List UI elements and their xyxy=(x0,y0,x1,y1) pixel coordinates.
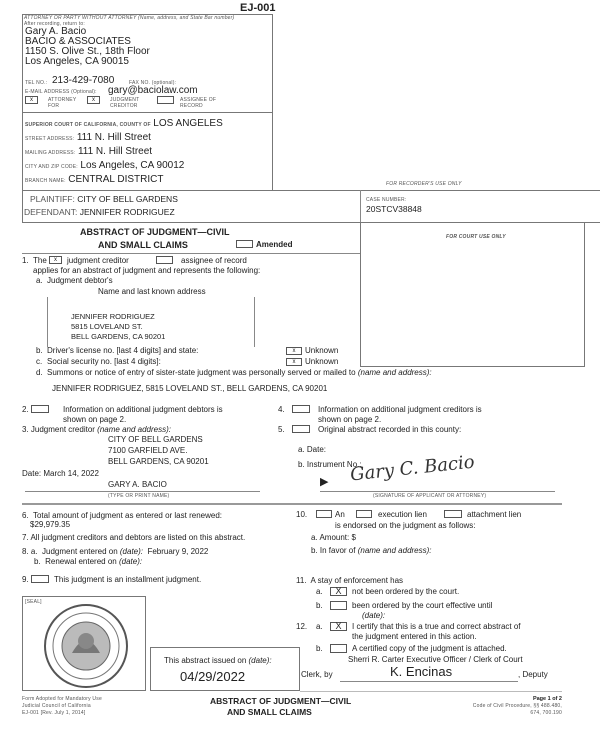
item10-num: 10. xyxy=(296,510,308,519)
item9-checkbox[interactable] xyxy=(31,575,49,583)
item8b xyxy=(34,557,142,566)
street-line xyxy=(25,132,151,143)
item5-num: 5. xyxy=(278,425,285,434)
tel-label: TEL NO.: xyxy=(25,80,48,86)
item11-a-text: not been ordered by the court. xyxy=(352,587,460,596)
city-value: Los Angeles, CA 90012 xyxy=(80,160,185,171)
defendant-label: DEFENDANT: xyxy=(24,207,78,217)
plaintiff-value: CITY OF BELL GARDENS xyxy=(77,194,178,204)
page-number: Page 1 of 2 xyxy=(532,696,562,702)
attorney-name: Gary A. Bacio xyxy=(25,26,87,37)
item7 xyxy=(22,533,245,542)
footer-title1: ABSTRACT OF JUDGMENT—CIVIL xyxy=(210,696,352,706)
clerk-deputy: , Deputy xyxy=(518,670,548,679)
issued-label xyxy=(164,656,272,665)
item2-checkbox[interactable] xyxy=(31,405,49,413)
debtor-street: 5815 LOVELAND ST. xyxy=(71,322,143,331)
issued-italic: (date): xyxy=(248,656,272,665)
item10-text: is endorsed on the judgment as follows: xyxy=(335,521,476,530)
footer-left-2: Judicial Council of California xyxy=(22,703,91,709)
item10-an: An xyxy=(335,510,345,519)
signature[interactable]: Gary C. Bacio xyxy=(349,451,476,486)
certified-copy-checkbox[interactable] xyxy=(330,644,347,653)
item5-a: a. Date: xyxy=(298,445,327,454)
email-value: gary@baciolaw.com xyxy=(108,85,198,96)
item1-c-label: Social security no. [last 4 digits]: xyxy=(47,357,161,366)
defendant-line xyxy=(24,207,175,217)
stay-ordered-checkbox[interactable] xyxy=(330,601,347,610)
court-line xyxy=(25,118,223,129)
item8-a-italic: (date): xyxy=(119,547,143,556)
footer-left-1: Form Adopted for Mandatory Use xyxy=(22,696,102,702)
court-county: LOS ANGELES xyxy=(153,118,223,129)
item11-b-text: been ordered by the court effective until xyxy=(352,601,493,610)
item1-the: The xyxy=(33,256,47,265)
item8-num: 8. xyxy=(22,547,29,556)
attorney-address2: Los Angeles, CA 90015 xyxy=(25,56,129,67)
branch-line xyxy=(25,174,163,185)
return-label: After recording, return to: xyxy=(24,21,85,27)
item1-d: d. xyxy=(36,368,43,377)
plaintiff-label: PLAINTIFF: xyxy=(30,194,75,204)
item12-a: a. xyxy=(316,622,323,631)
item1-b-label: Driver's license no. [last 4 digits] and state: xyxy=(47,346,199,355)
item10-a: a. Amount: $ xyxy=(311,533,356,542)
attorney-address1: 1150 S. Olive St., 18th Floor xyxy=(25,46,150,57)
item2-text2: shown on page 2. xyxy=(63,415,127,424)
date-line: Date: March 14, 2022 xyxy=(22,469,99,478)
clerk-line xyxy=(340,681,518,682)
ssn-unknown-label: Unknown xyxy=(305,357,339,366)
name-address-label: Name and last known address xyxy=(98,287,206,296)
execution-lien-label: execution lien xyxy=(378,510,427,519)
attorney-label: ATTORNEY OR PARTY WITHOUT ATTORNEY (Name, address, and State Bar number) xyxy=(24,15,235,21)
branch-label: BRANCH NAME: xyxy=(25,178,66,184)
item6-num: 6. xyxy=(22,511,29,520)
creditor-street: 7100 GARFIELD AVE. xyxy=(108,446,188,455)
item3-label xyxy=(22,425,171,434)
item8-a-text: Judgment entered on xyxy=(42,547,118,556)
license-unknown-checkbox[interactable]: x xyxy=(286,347,302,355)
assignee-checkbox[interactable] xyxy=(157,96,174,104)
attachment-lien-label: attachment lien xyxy=(467,510,522,519)
issued-text: This abstract issued on xyxy=(164,656,247,665)
served-party: JENNIFER RODRIGUEZ, 5815 LOVELAND ST., BELL GARDENS, CA 90201 xyxy=(52,384,328,393)
item6 xyxy=(22,511,222,520)
item11-num: 11. xyxy=(296,576,307,585)
item11-b-italic: (date): xyxy=(362,611,386,620)
item1-d-text xyxy=(47,368,432,377)
item8-b: b. xyxy=(34,557,41,566)
creditor-address xyxy=(108,434,209,467)
item1-a-label: Judgment debtor's xyxy=(47,276,113,285)
execution-lien-checkbox[interactable] xyxy=(356,510,372,518)
item12-b-text: A certified copy of the judgment is attached. xyxy=(352,644,507,653)
divider xyxy=(22,253,360,254)
item9-num: 9. xyxy=(22,575,29,584)
item1-assignee-checkbox[interactable] xyxy=(156,256,173,264)
fax-label: FAX NO. (optional): xyxy=(129,80,177,86)
item4-checkbox[interactable] xyxy=(292,405,310,413)
court-seal-icon xyxy=(42,603,130,689)
item12-a-text1: I certify that this is a true and correct abstract of xyxy=(352,622,521,631)
item1-creditor-label: judgment creditor xyxy=(67,256,129,265)
title-line1: ABSTRACT OF JUDGMENT—CIVIL xyxy=(80,227,230,237)
item4-text2: shown on page 2. xyxy=(318,415,382,424)
amended-checkbox[interactable] xyxy=(236,240,253,248)
item2-text1: Information on additional judgment debtors is xyxy=(63,405,223,414)
item7-num: 7. xyxy=(22,533,29,542)
attorney-for-checkbox[interactable]: x xyxy=(25,96,38,104)
arrow-icon: ▶ xyxy=(320,476,329,488)
mailing-value: 111 N. Hill Street xyxy=(77,146,153,157)
print-name-line xyxy=(25,491,260,492)
item11 xyxy=(296,576,403,585)
seal-label: [SEAL] xyxy=(25,599,42,605)
item12-a-text2: the judgment entered in this action. xyxy=(352,632,477,641)
stay-not-ordered-checkbox[interactable]: X xyxy=(330,587,347,596)
title-line2: AND SMALL CLAIMS xyxy=(98,240,188,250)
defendant-value: JENNIFER RODRIGUEZ xyxy=(79,207,175,217)
court-use-box xyxy=(360,222,585,367)
footer-title2: AND SMALL CLAIMS xyxy=(227,707,312,717)
case-number-label: CASE NUMBER: xyxy=(366,197,407,203)
ssn-unknown-checkbox[interactable]: x xyxy=(286,358,302,366)
mailing-line xyxy=(25,146,152,157)
court-label: SUPERIOR COURT OF CALIFORNIA, COUNTY OF xyxy=(25,122,151,128)
print-name: GARY A. BACIO xyxy=(108,480,167,489)
item1-creditor-checkbox[interactable]: x xyxy=(49,256,62,264)
case-number: 20STCV38848 xyxy=(366,204,422,214)
item1-assignee-label: assignee of record xyxy=(181,256,247,265)
item8-b-italic: (date): xyxy=(118,557,143,566)
item3-num: 3. xyxy=(22,425,29,434)
judgment-creditor-label: JUDGMENT CREDITOR xyxy=(110,97,140,109)
clerk-name: K. Encinas xyxy=(390,664,453,679)
item8-b-text: Renewal entered on xyxy=(45,557,117,566)
print-name-label: (TYPE OR PRINT NAME) xyxy=(108,493,170,499)
item10-b xyxy=(311,546,432,555)
section-divider xyxy=(22,503,562,505)
item1-c: c. xyxy=(36,357,43,366)
amended-label: Amended xyxy=(256,240,293,249)
item1-d-label-italic: (name and address): xyxy=(357,368,432,377)
item1-d-label: Summons or notice of entry of sister-state judgment was personally served or mailed to xyxy=(47,368,356,377)
footer-right-2: 674, 700.190 xyxy=(530,710,562,716)
item12-num: 12. xyxy=(296,622,308,631)
attachment-lien-checkbox[interactable] xyxy=(444,510,462,518)
street-value: 111 N. Hill Street xyxy=(76,132,151,143)
item3-text-italic: (name and address): xyxy=(97,425,171,434)
creditor-city: BELL GARDENS, CA 90201 xyxy=(108,457,209,466)
email-label: E-MAIL ADDRESS (Optional): xyxy=(25,89,97,95)
debtor-city: BELL GARDENS, CA 90201 xyxy=(71,332,166,341)
signature-label: (SIGNATURE OF APPLICANT OR ATTORNEY) xyxy=(373,493,487,499)
attorney-address xyxy=(25,27,150,67)
item11-a: a. xyxy=(316,587,323,596)
item11-b: b. xyxy=(316,601,323,610)
debtor-address xyxy=(71,312,165,342)
item1-applies: applies for an abstract of judgment and represents the following: xyxy=(33,266,261,275)
creditor-name: CITY OF BELL GARDENS xyxy=(108,435,203,444)
item2-num: 2. xyxy=(22,405,29,414)
item10-checkbox[interactable] xyxy=(316,510,332,518)
item10-b-text: b. In favor of xyxy=(311,546,356,555)
item11-text: A stay of enforcement has xyxy=(310,576,404,585)
item8a xyxy=(22,547,208,556)
judgment-amount: $29,979.35 xyxy=(30,520,71,529)
item8-a: a. xyxy=(30,547,38,556)
branch-value: CENTRAL DISTRICT xyxy=(68,174,164,185)
form-id: EJ-001 xyxy=(240,2,276,14)
footer-left-3: EJ-001 [Rev. July 1, 2014] xyxy=(22,710,86,716)
item1-b: b. xyxy=(36,346,43,355)
assignee-label: ASSIGNEE OF RECORD xyxy=(180,97,217,109)
issued-date: 04/29/2022 xyxy=(180,669,246,684)
item5-checkbox[interactable] xyxy=(292,425,310,433)
recorder-label: FOR RECORDER'S USE ONLY xyxy=(386,181,462,187)
item5-b: b. Instrument No.: xyxy=(298,460,362,469)
item7-text: All judgment creditors and debtors are listed on this abstract. xyxy=(30,533,246,542)
item6-text: Total amount of judgment as entered or last renewed: xyxy=(32,511,222,520)
license-unknown-label: Unknown xyxy=(305,346,339,355)
judgment-date: February 9, 2022 xyxy=(147,547,209,556)
tel-value: 213-429-7080 xyxy=(52,75,115,86)
item5-text: Original abstract recorded in this county: xyxy=(318,425,462,434)
item10-b-italic: (name and address): xyxy=(357,546,432,555)
plaintiff-line xyxy=(30,194,178,204)
attorney-firm: BACIO & ASSOCIATES xyxy=(25,36,131,47)
item1-num: 1. xyxy=(22,256,29,265)
item12-b: b. xyxy=(316,644,323,653)
attorney-for-label: ATTORNEY FOR xyxy=(48,97,77,109)
city-line xyxy=(25,160,184,171)
judgment-creditor-checkbox[interactable]: x xyxy=(87,96,100,104)
court-use-label: FOR COURT USE ONLY xyxy=(446,234,506,240)
footer-right xyxy=(473,696,562,717)
item1-a: a. xyxy=(36,276,43,285)
item4-num: 4. xyxy=(278,405,285,414)
debtor-name: JENNIFER RODRIGUEZ xyxy=(71,312,155,321)
divider xyxy=(300,691,562,692)
mailing-label: MAILING ADDRESS: xyxy=(25,150,76,156)
clerk-by: Clerk, by xyxy=(301,670,333,679)
item3-text: Judgment creditor xyxy=(30,425,95,434)
certify-checkbox[interactable]: X xyxy=(330,622,347,631)
footer-left xyxy=(22,696,102,717)
city-label: CITY AND ZIP CODE: xyxy=(25,164,78,170)
clerk-officer: Sherri R. Carter Executive Officer / Clerk of Court xyxy=(348,655,523,664)
street-label: STREET ADDRESS: xyxy=(25,136,75,142)
item4-text1: Information on additional judgment creditors is xyxy=(318,405,482,414)
signature-line xyxy=(320,491,555,492)
item9-text: This judgment is an installment judgment. xyxy=(54,575,202,584)
footer-right-1: Code of Civil Procedure, §§ 488.480, xyxy=(472,703,562,709)
